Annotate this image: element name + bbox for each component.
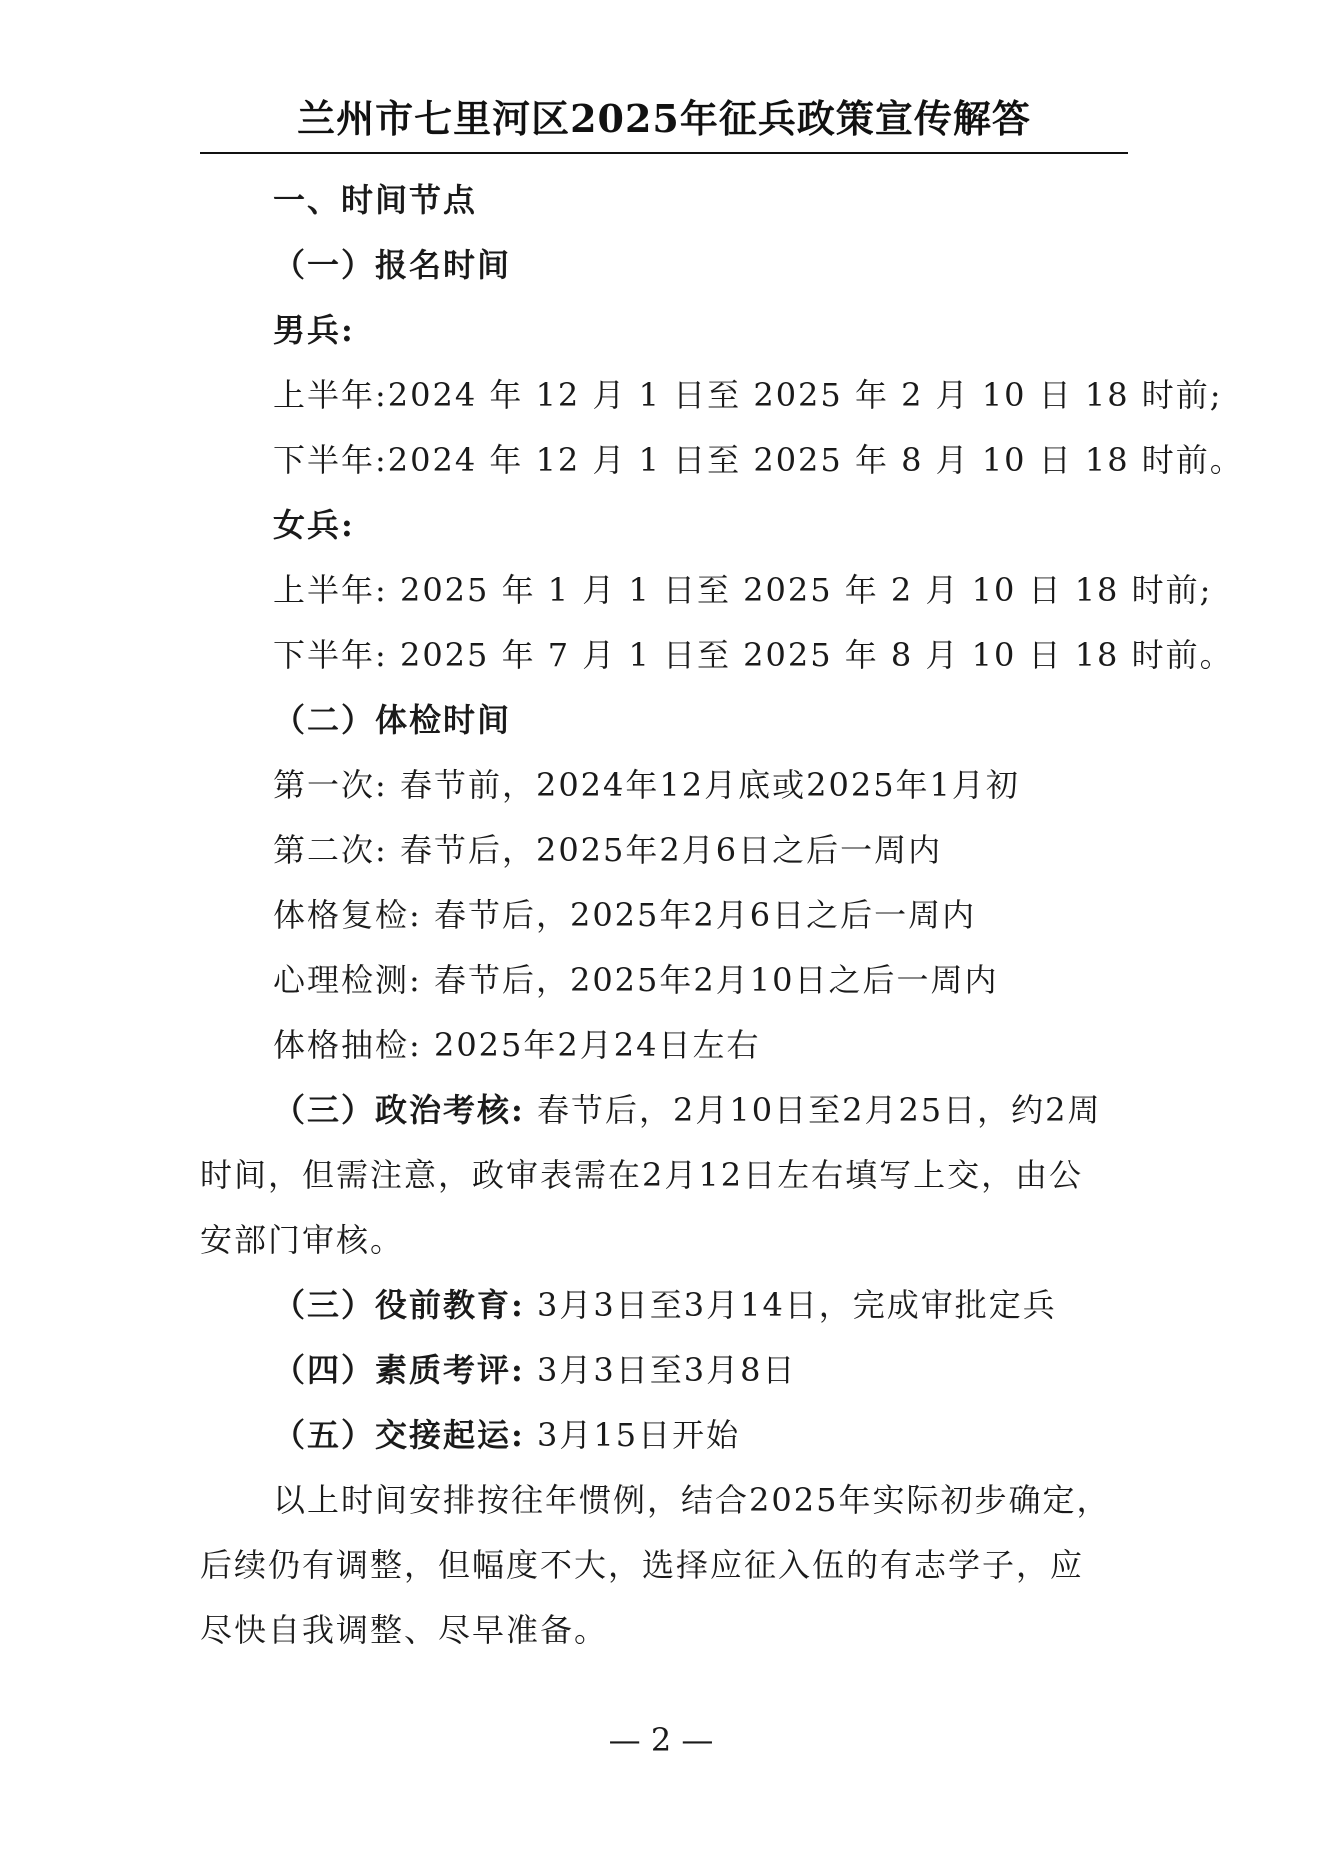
politics-text-1: 春节后，2月10日至2月25日，约2周	[524, 1091, 1102, 1129]
document-title: 兰州市七里河区2025年征兵政策宣传解答	[297, 96, 1031, 141]
closing-line-1: 以上时间安排按往年惯例，结合2025年实际初步确定，	[273, 1481, 1111, 1519]
quality-line	[200, 1338, 1130, 1403]
subheading-sign-up-time: （一）报名时间	[273, 246, 512, 284]
politics-paragraph-line-1	[200, 1078, 1130, 1143]
title-divider	[200, 152, 1128, 154]
document-body	[200, 168, 1244, 1663]
quality-label: （四）素质考评:	[273, 1351, 525, 1389]
exam-psych: 心理检测: 春节后，2025年2月10日之后一周内	[273, 961, 999, 999]
female-first-half: 上半年: 2025 年 1 月 1 日至 2025 年 2 月 10 日 18 时前;	[273, 571, 1213, 609]
exam-recheck: 体格复检: 春节后，2025年2月6日之后一周内	[273, 896, 977, 934]
education-line	[200, 1273, 1130, 1338]
subheading-exam-time: （二）体检时间	[273, 701, 512, 739]
female-second-half: 下半年: 2025 年 7 月 1 日至 2025 年 8 月 10 日 18 时前。	[273, 636, 1234, 674]
exam-first: 第一次: 春节前，2024年12月底或2025年1月初	[273, 766, 1020, 804]
closing-line-3: 尽快自我调整、尽早准备。	[200, 1611, 609, 1649]
politics-paragraph-line-3: 安部门审核。	[200, 1221, 405, 1259]
closing-line-2: 后续仍有调整，但幅度不大，选择应征入伍的有志学子，应	[200, 1546, 1085, 1584]
politics-label: （三）政治考核:	[273, 1091, 525, 1129]
exam-second: 第二次: 春节后，2025年2月6日之后一周内	[273, 831, 943, 869]
handover-line	[200, 1403, 1130, 1468]
male-second-half: 下半年:2024 年 12 月 1 日至 2025 年 8 月 10 日 18 时前。	[273, 441, 1244, 479]
politics-paragraph-line-2: 时间，但需注意，政审表需在2月12日左右填写上交，由公	[200, 1156, 1084, 1194]
page-number: — 2 —	[608, 1721, 714, 1759]
male-label: 男兵:	[273, 311, 355, 349]
handover-label: （五）交接起运:	[273, 1416, 525, 1454]
education-label: （三）役前教育:	[273, 1286, 525, 1324]
section-heading-timeline: 一、时间节点	[273, 181, 478, 219]
handover-text: 3月15日开始	[524, 1416, 741, 1454]
female-label: 女兵:	[273, 506, 355, 544]
exam-spot-check: 体格抽检: 2025年2月24日左右	[273, 1026, 761, 1064]
male-first-half: 上半年:2024 年 12 月 1 日至 2025 年 2 月 10 日 18 时前;	[273, 376, 1223, 414]
quality-text: 3月3日至3月8日	[524, 1351, 797, 1389]
education-text: 3月3日至3月14日，完成审批定兵	[524, 1286, 1057, 1324]
